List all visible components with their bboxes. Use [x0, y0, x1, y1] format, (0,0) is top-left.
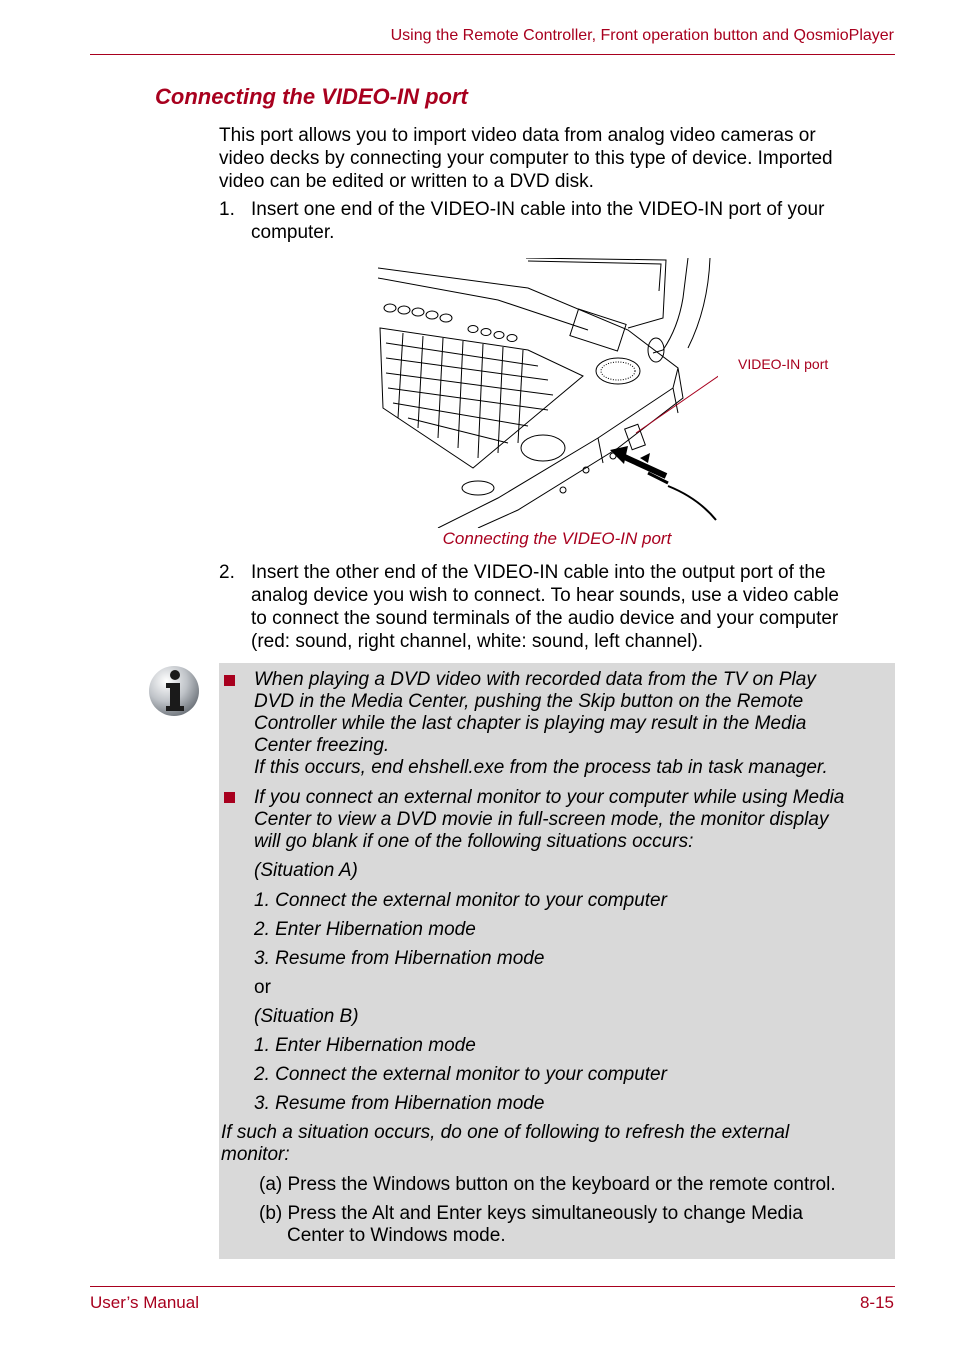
or-text: or [254, 977, 271, 998]
situation-a-step: 1. Connect the external monitor to your computer [254, 890, 667, 911]
note-line: Center freezing. [254, 735, 390, 756]
step-line: analog device you wish to connect. To hear sounds, use a video cable [251, 585, 839, 606]
step-number: 1. [219, 199, 235, 220]
situation-b-step: 3. Resume from Hibernation mode [254, 1093, 545, 1114]
video-in-port-callout: VIDEO-IN port [738, 356, 829, 372]
situation-b-label: (Situation B) [254, 1006, 359, 1027]
figure-caption: Connecting the VIDEO-IN port [442, 529, 672, 548]
situation-a-step: 2. Enter Hibernation mode [254, 919, 476, 940]
note-line: If such a situation occurs, do one of following to refresh the external [221, 1122, 790, 1143]
fix-option-a: (a) Press the Windows button on the keyboard or the remote control. [259, 1174, 836, 1195]
intro-line: This port allows you to import video data from analog video cameras or [219, 125, 816, 146]
intro-line: video decks by connecting your computer to this type of device. Imported [219, 148, 833, 169]
note-bullet-2 [254, 787, 844, 853]
note-line: If you connect an external monitor to your computer while using Media [254, 787, 845, 808]
step-1 [219, 198, 899, 244]
note-line: (b) Press the Alt and Enter keys simultaneously to change Media [259, 1203, 803, 1224]
step-line: to connect the sound terminals of the audio device and your computer [251, 608, 839, 629]
situation-b-step: 1. Enter Hibernation mode [254, 1035, 476, 1056]
page-number: 8-15 [859, 1293, 894, 1312]
note-line: will go blank if one of the following situations occurs: [254, 831, 694, 852]
step-number: 2. [219, 562, 235, 583]
fix-intro [221, 1122, 789, 1166]
step-2 [219, 561, 899, 653]
header-rule [90, 54, 895, 55]
step-line: computer. [251, 222, 335, 243]
note-line: Controller while the last chapter is playing may result in the Media [254, 713, 807, 734]
step-line: Insert the other end of the VIDEO-IN cable into the output port of the [251, 562, 826, 583]
note-line: monitor: [221, 1144, 290, 1165]
note-line: Center to Windows mode. [287, 1225, 506, 1246]
running-header: Using the Remote Controller, Front operation button and QosmioPlayer [390, 27, 894, 44]
footer-manual-title: User’s Manual [90, 1293, 199, 1312]
step-line: (red: sound, right channel, white: sound, left channel). [251, 631, 704, 652]
situation-a-label: (Situation A) [254, 860, 358, 881]
note-bullet-1 [254, 669, 828, 779]
fix-option-b [259, 1203, 803, 1247]
section-title: Connecting the VIDEO-IN port [155, 84, 468, 109]
situation-b-step: 2. Connect the external monitor to your computer [254, 1064, 667, 1085]
intro-line: video can be edited or written to a DVD disk. [219, 171, 594, 192]
note-line: When playing a DVD video with recorded data from the TV on Play [254, 669, 816, 690]
step-line: Insert one end of the VIDEO-IN cable into the VIDEO-IN port of your [251, 199, 825, 220]
bullet-marker [224, 792, 235, 803]
intro-paragraph [219, 124, 833, 193]
footer-rule [90, 1286, 895, 1287]
laptop-video-in-illustration [378, 258, 718, 528]
note-line: Center to view a DVD movie in full-screen mode, the monitor display [254, 809, 829, 830]
bullet-marker [224, 675, 235, 686]
note-line: If this occurs, end ehshell.exe from the process tab in task manager. [254, 757, 828, 778]
situation-a-step: 3. Resume from Hibernation mode [254, 948, 545, 969]
info-icon [147, 664, 201, 718]
note-line: DVD in the Media Center, pushing the Skip button on the Remote [254, 691, 804, 712]
